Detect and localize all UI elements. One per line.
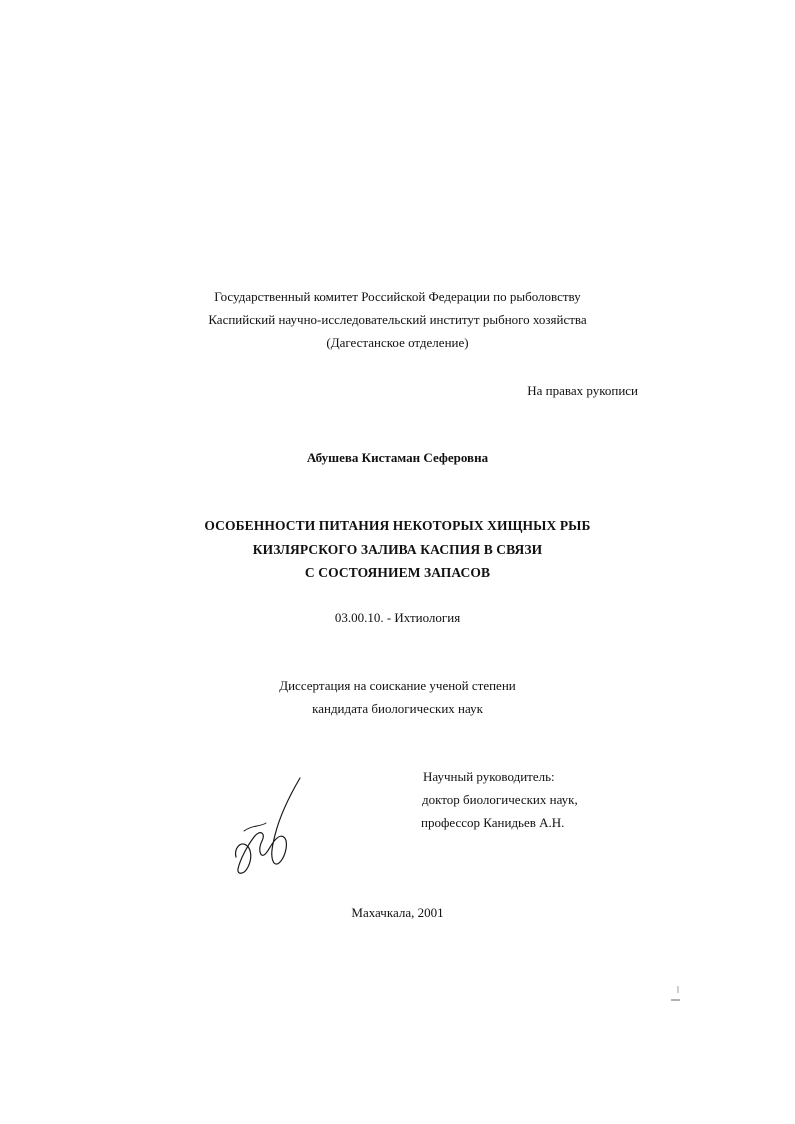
title-line-3: С СОСТОЯНИЕМ ЗАПАСОВ [304,565,491,580]
organization-line-1: Государственный комитет Российской Федерации по рыболовству [214,289,581,304]
dissertation-line-1: Диссертация на соискание ученой степени [279,678,516,693]
title-line-1: ОСОБЕННОСТИ ПИТАНИЯ НЕКОТОРЫХ ХИЩНЫХ РЫБ [204,518,591,533]
supervisor-line-2: доктор биологических наук, [422,792,578,807]
margin-scan-mark [668,985,682,1003]
supervisor-line-3: профессор Канидьев А.Н. [421,815,565,830]
supervisor-line-1: Научный руководитель: [423,769,555,784]
dissertation-line-2: кандидата биологических наук [312,701,483,716]
place-and-year: Махачкала, 2001 [351,905,444,920]
handwritten-signature [230,775,315,880]
title-line-2: КИЗЛЯРСКОГО ЗАЛИВА КАСПИЯ В СВЯЗИ [252,542,543,557]
organization-line-2: Каспийский научно-исследовательский институт рыбного хозяйства [208,312,587,327]
specialty-code: 03.00.10. - Ихтиология [334,610,461,625]
rights-note: На правах рукописи [527,383,638,398]
author-name: Абушева Кистаман Сеферовна [306,450,489,465]
organization-line-3: (Дагестанское отделение) [326,335,469,350]
